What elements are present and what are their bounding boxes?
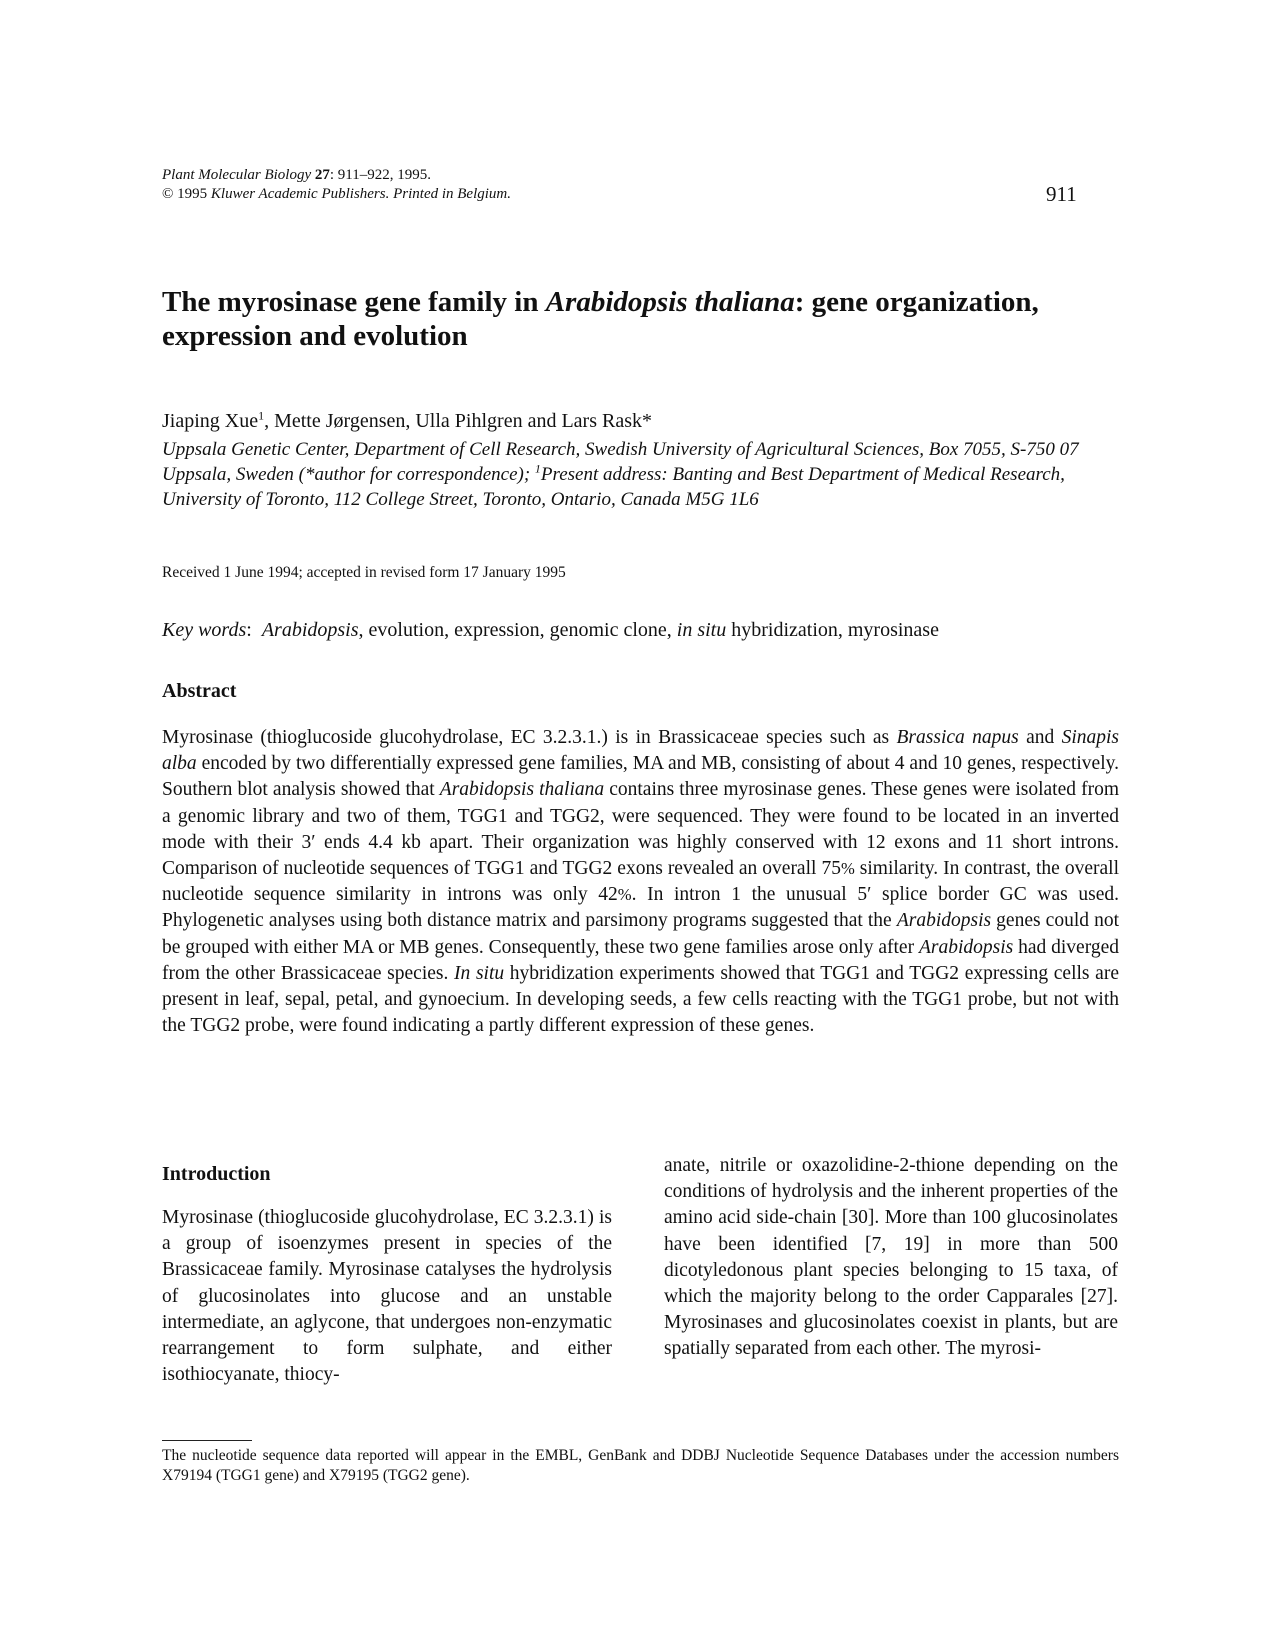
introduction-heading: Introduction: [162, 1163, 271, 1185]
abstract-heading: Abstract: [162, 680, 237, 702]
keywords: Key words: Arabidopsis, evolution, expression, genomic clone, in situ hybridization, myrosinase: [162, 619, 939, 641]
author-list: Jiaping Xue$^1$, Mette Jørgensen, Ulla Pihlgren and Lars Rask*: [162, 408, 652, 432]
page-number: 911: [1046, 182, 1077, 206]
keywords-label: Key words: [162, 619, 247, 641]
footnote-rule: [162, 1440, 252, 1441]
copyright: © 1995: [162, 186, 208, 202]
introduction-left-column: Myrosinase (thioglucoside glucohydrolase, EC 3.2.3.1) is a group of isoenzymes present in species of the Brassicaceae family. Myrosinase catalyses the hydrolysis of glucosinolates into glucose and an unstable intermediate, an aglycone, that undergoes non-enzymatic rearrangement to form sulphate, and either isothiocyanate, thiocy-: [162, 1207, 612, 1386]
journal-name: Plant Molecular Biology: [162, 167, 312, 183]
footnote: The nucleotide sequence data reported will appear in the EMBL, GenBank and DDBJ Nucleotide Sequence Databases under the accession numbers X79194 (TGG1 gene) and X79195 (TGG2 gene).: [162, 1447, 1119, 1484]
article-title: The myrosinase gene family in Arabidopsis thaliana: gene organization, expression and evolution: [162, 286, 1039, 352]
received-dates: Received 1 June 1994; accepted in revised form 17 January 1995: [162, 564, 566, 581]
introduction-right-column: anate, nitrile or oxazolidine-2-thione depending on the conditions of hydrolysis and the inherent properties of the amino acid side-chain [30]. More than 100 glucosinolates have been identified [7, 19] in more than 500 dicotyledonous plant species belonging to 15 taxa, of which the majority belong to the order Capparales [27]. Myrosinases and glucosinolates coexist in plants, but are spatially separated from each other. The myrosi-: [664, 1155, 1118, 1360]
journal-header: [162, 166, 511, 204]
abstract-body: Myrosinase (thioglucoside glucohydrolase, EC 3.2.3.1.) is in Brassicaceae species such as Brassica napus and Sinapis alba encoded by two differentially expressed gene families, MA and MB, consisting of about 4 and 10 genes, respectively. Southern blot analysis showed that Arabidopsis thaliana contains three myrosinase genes. These genes were isolated from a genomic library and two of them, TGG1 and TGG2, were sequenced. They were found to be located in an inverted mode with their 3′ ends 4.4 kb apart. Their organization was highly conserved with 12 exons and 11 short introns. Comparison of nucleotide sequences of TGG1 and TGG2 exons revealed an overall 75% similarity. In contrast, the overall nucleotide sequence similarity in introns was only 42%. In intron 1 the unusual 5′ splice border GC was used. Phylogenetic analyses using both distance matrix and parsimony programs suggested that the Arabidopsis genes could not be grouped with either MA or MB genes. Consequently, these two gene families arose only after Arabidopsis had diverged from the other Brassicaceae species. In situ hybridization experiments showed that TGG1 and TGG2 expressing cells are present in leaf, sepal, petal, and gynoecium. In developing seeds, a few cells reacting with the TGG1 probe, but not with the TGG2 probe, were found indicating a partly different expression of these genes.: [162, 727, 1120, 1037]
publisher: Kluwer Academic Publishers. Printed in Belgium.: [210, 186, 512, 202]
title-species: Arabidopsis thaliana: [545, 286, 795, 318]
journal-volume: 27: [314, 167, 330, 183]
journal-pages: : 911–922, 1995.: [329, 167, 432, 183]
affiliation: Uppsala Genetic Center, Department of Cell Research, Swedish University of Agricultural Sciences, Box 7055, S-750 07 Uppsala, Sweden (*author for correspondence); $^1$Present address: Banting and Best Department of Medical Research, University of Toronto, 112 College Street, Toronto, Ontario, Canada M5G 1L6: [162, 439, 1079, 510]
